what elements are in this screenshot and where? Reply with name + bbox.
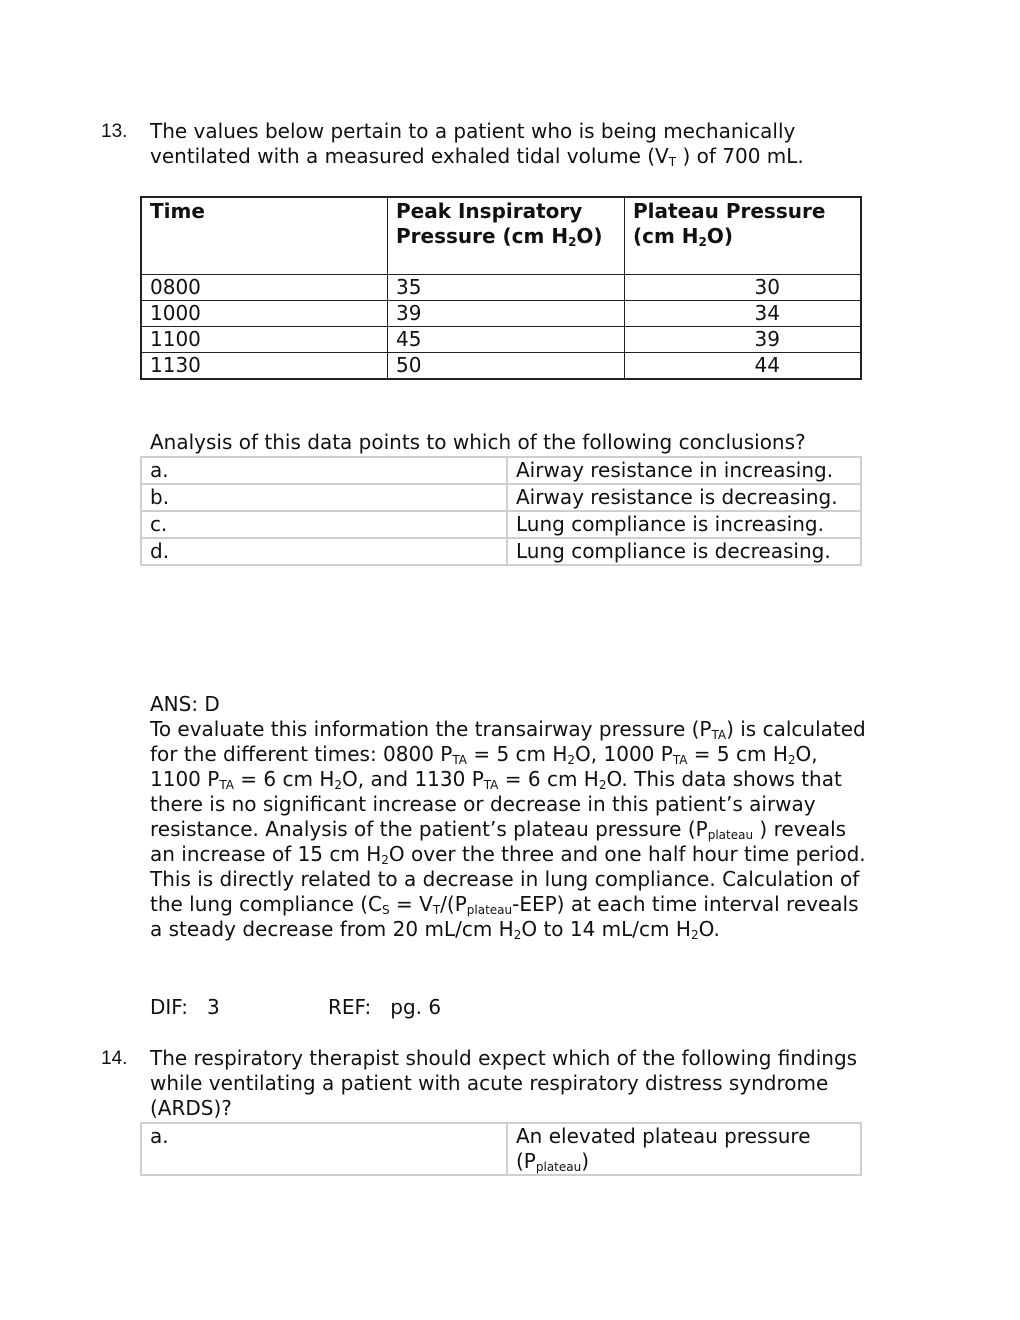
- cell-plateau: 30: [625, 275, 862, 301]
- cell-peak: 39: [388, 301, 625, 327]
- table-row: [141, 275, 861, 301]
- option-label: b.: [141, 484, 507, 511]
- cell-time: 1000: [141, 301, 388, 327]
- option-b[interactable]: [141, 484, 861, 511]
- option-text: Airway resistance in increasing.: [507, 457, 861, 484]
- question-13-options: [140, 456, 862, 566]
- question-13-line1: The values below pertain to a patient who is being mechanically: [150, 119, 796, 143]
- cell-plateau: 39: [625, 327, 862, 353]
- answer-explanation: To evaluate this information the transairway pressure $(P_{TA})$ is calculated for the different times: 0800 $P_{TA} = 5$ cm $H_2O$, 1000 $P_{TA} = 5$ cm $H_2O$, 1100 $P_{TA} = 6$ cm $H_2O$, and 1130 $P_{TA} = 6$ cm $H_2O$. This data shows that there is no significant increase or decrease in this patient’s airway resistance. Analysis of the patient’s plateau pressure ($P_{plateau}$ ) reveals an increase of 15 cm $H_2O$ over the three and one half hour time period. This is directly related to a decrease in lung compliance. Calculation of the lung compliance ($C_S = V_T/(P_{plateau}-EEP)$ at each time interval reveals a steady decrease from 20 mL/cm $H_2O$ to 14 mL/cm $H_2O$.: [150, 717, 866, 942]
- table-row: [141, 353, 861, 380]
- option-label: d.: [141, 538, 507, 565]
- difficulty-label: DIF: 3: [150, 995, 220, 1019]
- question-13-number: 13.: [101, 121, 128, 142]
- question-13-text: [150, 119, 870, 169]
- option-d[interactable]: [141, 538, 861, 565]
- cell-plateau: 34: [625, 301, 862, 327]
- option-a[interactable]: [141, 457, 861, 484]
- option-c[interactable]: [141, 511, 861, 538]
- cell-time: 0800: [141, 275, 388, 301]
- header-peak-pressure: Peak Inspiratory Pressure (cm $H_2O$): [388, 197, 625, 275]
- option-a[interactable]: [141, 1123, 861, 1175]
- option-text: Lung compliance is decreasing.: [507, 538, 861, 565]
- option-label: c.: [141, 511, 507, 538]
- question-14-text: The respiratory therapist should expect which of the following findings while ventilating a patient with acute respiratory distress syndrome (ARDS)?: [150, 1046, 858, 1120]
- cell-peak: 35: [388, 275, 625, 301]
- option-label: a.: [141, 1123, 507, 1175]
- answer-key: ANS: D: [150, 692, 220, 716]
- cell-plateau: 44: [625, 353, 862, 380]
- option-label: a.: [141, 457, 507, 484]
- option-text: Lung compliance is increasing.: [507, 511, 861, 538]
- question-13-prompt: Analysis of this data points to which of the following conclusions?: [150, 430, 806, 454]
- question-13-line2: ventilated with a measured exhaled tidal volume ($V_T$ ) of 700 mL.: [150, 144, 804, 169]
- option-text: An elevated plateau pressure $(P_{plateau})$: [507, 1123, 861, 1175]
- cell-time: 1100: [141, 327, 388, 353]
- ventilation-data-table: [140, 196, 862, 380]
- question-14-number: 14.: [101, 1048, 128, 1069]
- question-14-options: [140, 1122, 862, 1176]
- cell-peak: 50: [388, 353, 625, 380]
- cell-peak: 45: [388, 327, 625, 353]
- cell-time: 1130: [141, 353, 388, 380]
- option-text: Airway resistance is decreasing.: [507, 484, 861, 511]
- header-time: Time: [141, 197, 388, 275]
- header-plateau-pressure: Plateau Pressure (cm $H_2O$): [625, 197, 862, 275]
- reference-label: REF: pg. 6: [328, 995, 442, 1019]
- table-row: [141, 301, 861, 327]
- table-header-row: [141, 197, 861, 275]
- table-row: [141, 327, 861, 353]
